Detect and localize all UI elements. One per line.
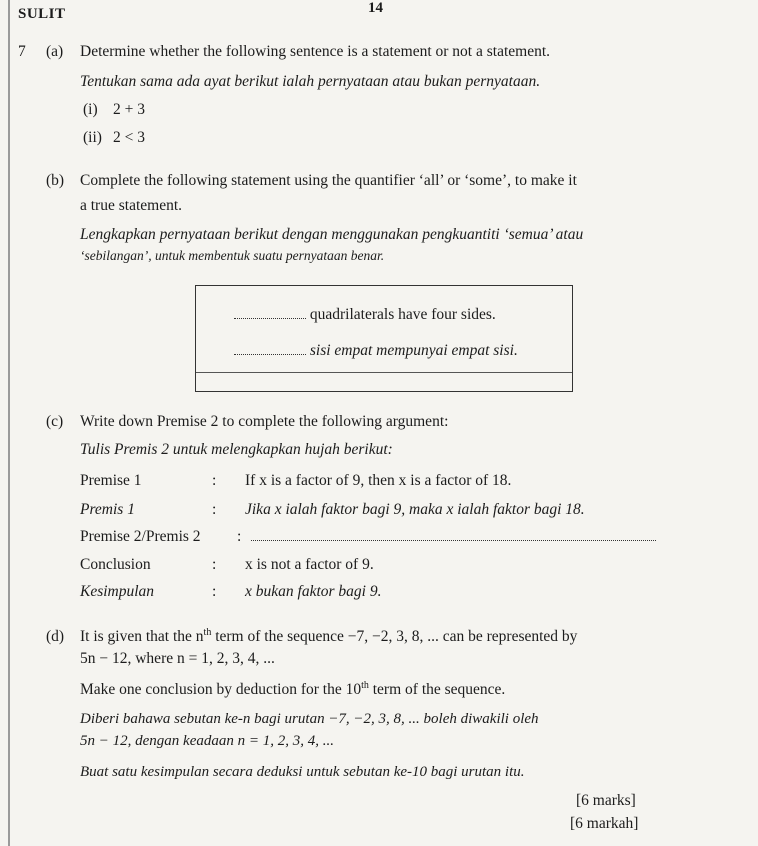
part-c-label: (c)	[46, 413, 64, 430]
part-a-ii-expr: 2 < 3	[113, 129, 145, 146]
box-en-row	[234, 306, 496, 324]
box-divider	[196, 372, 572, 373]
premise-1-colon: :	[212, 472, 217, 489]
kesimpulan-label: Kesimpulan	[80, 583, 155, 600]
marks-ms: [6 markah]	[570, 815, 639, 832]
box-ms-text: sisi empat mempunyai empat sisi.	[309, 342, 518, 359]
part-b-ms-line1: Lengkapkan pernyataan berikut dengan menggunakan pengkuantiti ‘semua’ atau	[80, 226, 584, 243]
premise-2-colon: :	[237, 528, 242, 545]
part-d-label: (d)	[46, 628, 65, 645]
part-d-ms-line2: 5n − 12, dengan keadaan n = 1, 2, 3, 4, ...	[80, 733, 334, 749]
box-ms-row	[234, 342, 518, 360]
part-c-ms: Tulis Premis 2 untuk melengkapkan hujah berikut:	[80, 441, 393, 458]
sulit-header: SULIT	[18, 6, 66, 22]
box-ms-blank[interactable]	[234, 342, 306, 355]
part-b-label: (b)	[46, 172, 65, 189]
part-d-en-line1: It is given that the $n^{th}$ term of the sequence −7, −2, 3, 8, ... can be represented by	[80, 626, 578, 645]
premise-2-answer-row	[251, 528, 656, 546]
kesimpulan-text: x bukan faktor bagi 9.	[245, 583, 382, 600]
conclusion-colon: :	[212, 556, 217, 573]
part-b-en-line2: a true statement.	[80, 197, 182, 214]
kesimpulan-colon: :	[212, 583, 217, 600]
premise-2-blank[interactable]	[251, 528, 656, 541]
answer-box	[195, 285, 573, 392]
premis-1-text: Jika x ialah faktor bagi 9, maka x ialah faktor bagi 18.	[245, 501, 585, 518]
box-en-blank[interactable]	[234, 306, 306, 319]
premise-1-label: Premise 1	[80, 472, 142, 489]
part-d-en-line2: 5n − 12, where n = 1, 2, 3, 4, ...	[80, 650, 275, 667]
premise-2-label: Premise 2/Premis 2	[80, 528, 201, 545]
part-c-en: Write down Premise 2 to complete the following argument:	[80, 413, 449, 430]
margin-line	[8, 0, 10, 846]
part-b-en-line1: Complete the following statement using the quantifier ‘all’ or ‘some’, to make it	[80, 172, 577, 189]
premise-1-text: If x is a factor of 9, then x is a factor of 18.	[245, 472, 512, 489]
part-a-label: (a)	[46, 43, 64, 60]
box-en-text: quadrilaterals have four sides.	[309, 306, 496, 323]
question-number: 7	[18, 43, 26, 60]
part-a-ms: Tentukan sama ada ayat berikut ialah pernyataan atau bukan pernyataan.	[80, 73, 541, 90]
premis-1-colon: :	[212, 501, 217, 518]
part-a-en: Determine whether the following sentence is a statement or not a statement.	[80, 43, 551, 60]
conclusion-label: Conclusion	[80, 556, 151, 573]
part-a-ii-label: (ii)	[83, 129, 102, 146]
part-a-i-expr: 2 + 3	[113, 101, 145, 118]
part-d-en-line3: Make one conclusion by deduction for the 10th term of the sequence.	[80, 679, 506, 698]
page-number: 14	[368, 0, 383, 16]
part-d-ms-line3: Buat satu kesimpulan secara deduksi untuk sebutan ke-10 bagi urutan itu.	[80, 764, 525, 780]
conclusion-text: x is not a factor of 9.	[245, 556, 374, 573]
premis-1-label: Premis 1	[80, 501, 135, 518]
part-b-ms-line2: ‘sebilangan’, untuk membentuk suatu pernyataan benar.	[80, 248, 385, 263]
part-d-ms-line1: Diberi bahawa sebutan ke-n bagi urutan −7, −2, 3, 8, ... boleh diwakili oleh	[80, 711, 539, 727]
marks-en: [6 marks]	[576, 792, 636, 809]
part-a-i-label: (i)	[83, 101, 98, 118]
